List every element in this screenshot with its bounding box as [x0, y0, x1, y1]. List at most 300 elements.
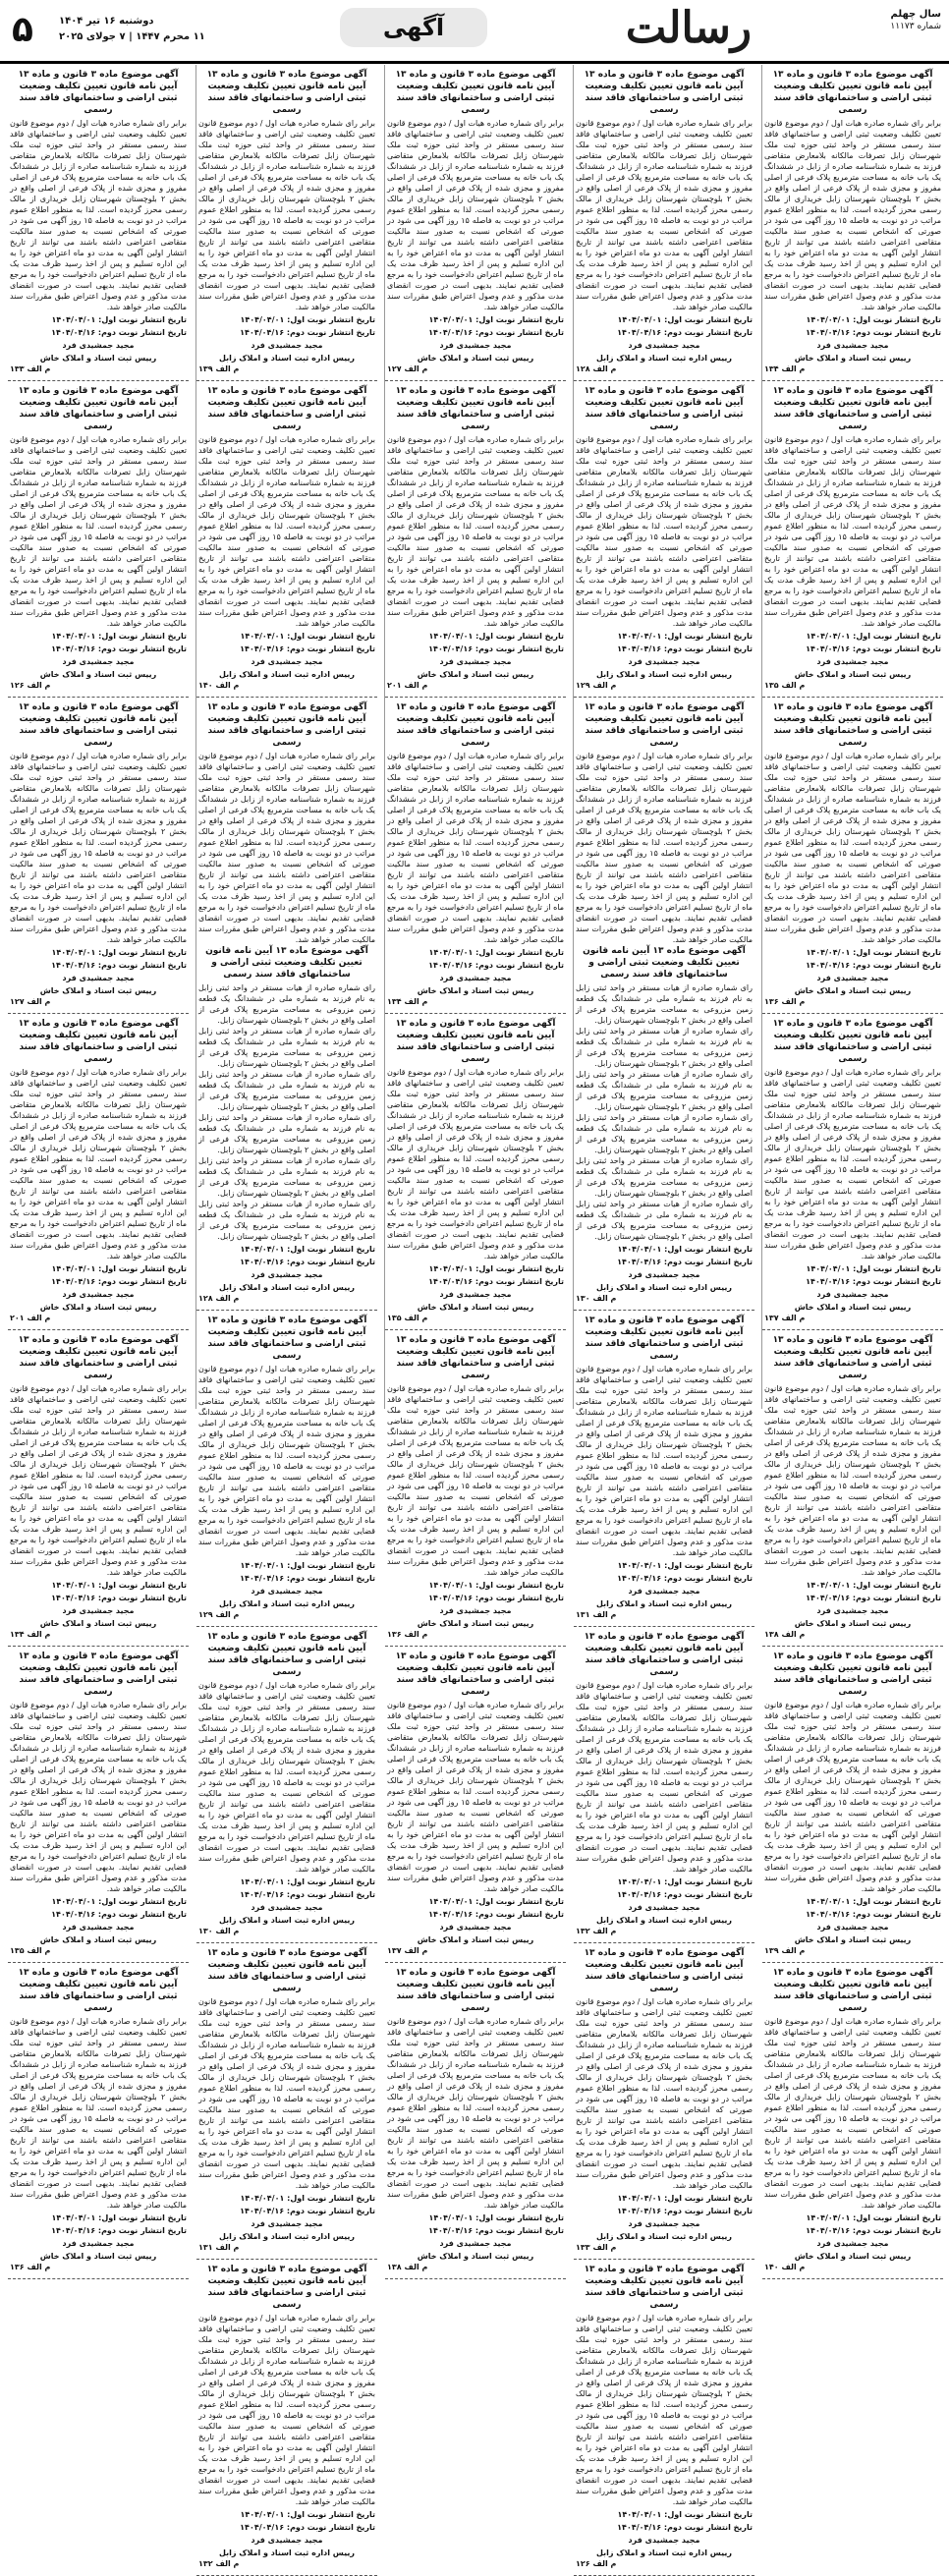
- notice-title: آگهی موضوع ماده ۳ قانون و ماده ۱۳ آیین نامه قانون تعیین تکلیف وضعیت ثبتی اراضی و ساختمانهای فاقد سند رسمی: [206, 1948, 367, 1993]
- notice-body: برابر رای شماره صادره هیات اول / دوم موضوع قانون تعیین تکلیف وضعیت ثبتی اراضی و ساختمانهای فاقد سند رسمی مستقر در واحد ثبتی حوزه ثبت ملک شهرستان زابل تصرفات مالکانه بلامعارض متقاضی فرزند به شماره شناسنامه صادره از زابل در ششدانگ یک باب خانه به مساحت مترمربع پلاک فرعی از اصلی مفروز و مجزی شده از پلاک فرعی از اصلی واقع در بخش ۲ بلوچستان شهرستان زابل خریداری از مالک رسمی محرز گردیده است. لذا به منظور اطلاع عموم مراتب در دو نوبت به فاصله ۱۵ روز آگهی می شود در صورتی که اشخاص نسبت به صدور سند مالکیت متقاضی اعتراضی داشته باشند می توانند از تاریخ انتشار اولین آگهی به مدت دو ماه اعتراض خود را به این اداره تسلیم و پس از اخذ رسید ظرف مدت یک ماه از تاریخ تسلیم اعتراض دادخواست خود را به مرجع قضایی تقدیم نمایند. بدیهی است در صورت انقضای مدت مذکور و عدم وصول اعتراض طبق مقررات سند مالکیت صادر خواهد شد.: [198, 1365, 376, 1557]
- notice-block: [574, 1943, 754, 2260]
- signer-role: رییس ثبت اسناد و املاک خاش: [417, 670, 534, 679]
- publish-date-2: تاریخ انتشار نوبت دوم: ۱۴۰۴/۰۴/۱۶: [428, 961, 564, 970]
- notice-body: برابر رای شماره صادره هیات اول / دوم موضوع قانون تعیین تکلیف وضعیت ثبتی اراضی و ساختمانهای فاقد سند رسمی مستقر در واحد ثبتی حوزه ثبت ملک شهرستان زابل تصرفات مالکانه بلامعارض متقاضی فرزند به شماره شناسنامه صادره از زابل در ششدانگ یک باب خانه به مساحت مترمربع پلاک فرعی از اصلی مفروز و مجزی شده از پلاک فرعی از اصلی واقع در بخش ۲ بلوچستان شهرستان زابل خریداری از مالک رسمی محرز گردیده است. لذا به منظور اطلاع عموم مراتب در دو نوبت به فاصله ۱۵ روز آگهی می شود در صورتی که اشخاص نسبت به صدور سند مالکیت متقاضی اعتراضی داشته باشند می توانند از تاریخ انتشار اولین آگهی به مدت دو ماه اعتراض خود را به این اداره تسلیم و پس از اخذ رسید ظرف مدت یک ماه از تاریخ تسلیم اعتراض دادخواست خود را به مرجع قضایی تقدیم نمایند. بدیهی است در صورت انقضای مدت مذکور و عدم وصول اعتراض طبق مقررات سند مالکیت صادر خواهد شد.: [387, 435, 565, 628]
- signer-name: مجید جمشیدی فرد: [251, 1587, 323, 1596]
- publish-date-1: تاریخ انتشار نوبت اول: ۱۴۰۴/۰۴/۰۱: [240, 315, 375, 324]
- notice-body: برابر رای شماره صادره هیات اول / دوم موضوع قانون تعیین تکلیف وضعیت ثبتی اراضی و ساختمانهای فاقد سند رسمی مستقر در واحد ثبتی حوزه ثبت ملک شهرستان زابل تصرفات مالکانه بلامعارض متقاضی فرزند به شماره شناسنامه صادره از زابل در ششدانگ یک باب خانه به مساحت مترمربع پلاک فرعی از اصلی مفروز و مجزی شده از پلاک فرعی از اصلی واقع در بخش ۲ بلوچستان شهرستان زابل خریداری از مالک رسمی محرز گردیده است. لذا به منظور اطلاع عموم مراتب در دو نوبت به فاصله ۱۵ روز آگهی می شود در صورتی که اشخاص نسبت به صدور سند مالکیت متقاضی اعتراضی داشته باشند می توانند از تاریخ انتشار اولین آگهی به مدت دو ماه اعتراض خود را به این اداره تسلیم و پس از اخذ رسید ظرف مدت یک ماه از تاریخ تسلیم اعتراض دادخواست خود را به مرجع قضایی تقدیم نمایند. بدیهی است در صورت انقضای مدت مذکور و عدم وصول اعتراض طبق مقررات سند مالکیت صادر خواهد شد.: [198, 119, 376, 311]
- notice-body: برابر رای شماره صادره هیات اول / دوم موضوع قانون تعیین تکلیف وضعیت ثبتی اراضی و ساختمانهای فاقد سند رسمی مستقر در واحد ثبتی حوزه ثبت ملک شهرستان زابل تصرفات مالکانه بلامعارض متقاضی فرزند به شماره شناسنامه صادره از زابل در ششدانگ یک باب خانه به مساحت مترمربع پلاک فرعی از اصلی مفروز و مجزی شده از پلاک فرعی از اصلی واقع در بخش ۲ بلوچستان شهرستان زابل خریداری از مالک رسمی محرز گردیده است. لذا به منظور اطلاع عموم مراتب در دو نوبت به فاصله ۱۵ روز آگهی می شود در صورتی که اشخاص نسبت به صدور سند مالکیت متقاضی اعتراضی داشته باشند می توانند از تاریخ انتشار اولین آگهی به مدت دو ماه اعتراض خود را به این اداره تسلیم و پس از اخذ رسید ظرف مدت یک ماه از تاریخ تسلیم اعتراض دادخواست خود را به مرجع قضایی تقدیم نمایند. بدیهی است در صورت انقضای مدت مذکور و عدم وصول اعتراض طبق مقررات سند مالکیت صادر خواهد شد.: [764, 1384, 942, 1577]
- notice-block: [385, 65, 566, 381]
- notice-block: [196, 1943, 377, 2260]
- notice-title: آگهی موضوع ماده ۳ قانون و ماده ۱۳ آیین نامه قانون تعیین تکلیف وضعیت ثبتی اراضی و ساختمانهای فاقد سند رسمی: [18, 70, 179, 115]
- list-item: رای شماره صادره از هیات مستقر در واحد ثبتی زابل به نام فرزند به شماره ملی در ششدانگ یک قطعه زمین مزروعی به مساحت مترمربع پلاک فرعی از اصلی واقع در بخش ۲ بلوچستان شهرستان زابل.: [576, 1070, 753, 1111]
- notice-code: م الف ۱۳۰: [576, 1294, 617, 1303]
- notice-title: آگهی موضوع ماده ۳ قانون و ماده ۱۳ آیین نامه قانون تعیین تکلیف وضعیت ثبتی اراضی و ساختمانهای فاقد سند رسمی: [206, 386, 367, 431]
- notice-title: آگهی موضوع ماده ۳ قانون و ماده ۱۳ آیین نامه قانون تعیین تکلیف وضعیت ثبتی اراضی و ساختمانهای فاقد سند رسمی: [772, 1019, 933, 1064]
- notice-code: م الف ۲۰۱: [387, 681, 428, 690]
- notice-code: م الف ۱۴۰: [198, 681, 240, 690]
- notice-title: آگهی موضوع ماده ۳ قانون و ماده ۱۳ آیین نامه قانون تعیین تکلیف وضعیت ثبتی اراضی و ساختمانهای فاقد سند رسمی: [395, 70, 556, 115]
- notice-block: [762, 1014, 943, 1330]
- signer-role: رییس اداره ثبت اسناد و املاک زابل: [219, 670, 355, 679]
- notice-body: برابر رای شماره صادره هیات اول / دوم موضوع قانون تعیین تکلیف وضعیت ثبتی اراضی و ساختمانهای فاقد سند رسمی مستقر در واحد ثبتی حوزه ثبت ملک شهرستان زابل تصرفات مالکانه بلامعارض متقاضی فرزند به شماره شناسنامه صادره از زابل در ششدانگ یک باب خانه به مساحت مترمربع پلاک فرعی از اصلی مفروز و مجزی شده از پلاک فرعی از اصلی واقع در بخش ۲ بلوچستان شهرستان زابل خریداری از مالک رسمی محرز گردیده است. لذا به منظور اطلاع عموم مراتب در دو نوبت به فاصله ۱۵ روز آگهی می شود در صورتی که اشخاص نسبت به صدور سند مالکیت متقاضی اعتراضی داشته باشند می توانند از تاریخ انتشار اولین آگهی به مدت دو ماه اعتراض خود را به این اداره تسلیم و پس از اخذ رسید ظرف مدت یک ماه از تاریخ تسلیم اعتراض دادخواست خود را به مرجع قضایی تقدیم نمایند. بدیهی است در صورت انقضای مدت مذکور و عدم وصول اعتراض طبق مقررات سند مالکیت صادر خواهد شد.: [10, 435, 188, 628]
- notice-title: آگهی موضوع ماده ۳ قانون و ماده ۱۳ آیین نامه قانون تعیین تکلیف وضعیت ثبتی اراضی و ساختمانهای فاقد سند رسمی: [584, 1316, 745, 1361]
- notice-block: [385, 698, 566, 1014]
- notice-code: م الف ۱۲۷: [10, 997, 51, 1006]
- signer-name: مجید جمشیدی فرد: [439, 1606, 512, 1615]
- notice-block: [196, 65, 377, 381]
- signer-role: رییس ثبت اسناد و املاک خاش: [794, 1303, 912, 1312]
- signer-role: رییس اداره ثبت اسناد و املاک زابل: [219, 1916, 355, 1925]
- signer-role: رییس ثبت اسناد و املاک خاش: [794, 1935, 912, 1944]
- column-5: [8, 65, 189, 2271]
- notice-code: م الف ۱۲۷: [387, 364, 428, 373]
- signer-role: رییس اداره ثبت اسناد و املاک زابل: [596, 670, 732, 679]
- publish-date-2: تاریخ انتشار نوبت دوم: ۱۴۰۴/۰۴/۱۶: [51, 328, 187, 337]
- notice-block: [8, 1647, 189, 1963]
- notice-body: برابر رای شماره صادره هیات اول / دوم موضوع قانون تعیین تکلیف وضعیت ثبتی اراضی و ساختمانهای فاقد سند رسمی مستقر در واحد ثبتی حوزه ثبت ملک شهرستان زابل تصرفات مالکانه بلامعارض متقاضی فرزند به شماره شناسنامه صادره از زابل در ششدانگ یک باب خانه به مساحت مترمربع پلاک فرعی از اصلی مفروز و مجزی شده از پلاک فرعی از اصلی واقع در بخش ۲ بلوچستان شهرستان زابل خریداری از مالک رسمی محرز گردیده است. لذا به منظور اطلاع عموم مراتب در دو نوبت به فاصله ۱۵ روز آگهی می شود در صورتی که اشخاص نسبت به صدور سند مالکیت متقاضی اعتراضی داشته باشند می توانند از تاریخ انتشار اولین آگهی به مدت دو ماه اعتراض خود را به این اداره تسلیم و پس از اخذ رسید ظرف مدت یک ماه از تاریخ تسلیم اعتراض دادخواست خود را به مرجع قضایی تقدیم نمایند. بدیهی است در صورت انقضای مدت مذکور و عدم وصول اعتراض طبق مقررات سند مالکیت صادر خواهد شد.: [198, 752, 376, 944]
- list-item: رای شماره صادره از هیات مستقر در واحد ثبتی زابل به نام فرزند به شماره ملی در ششدانگ یک قطعه زمین مزروعی به مساحت مترمربع پلاک فرعی از اصلی واقع در بخش ۲ بلوچستان شهرستان زابل.: [576, 1027, 753, 1068]
- notice-body: برابر رای شماره صادره هیات اول / دوم موضوع قانون تعیین تکلیف وضعیت ثبتی اراضی و ساختمانهای فاقد سند رسمی مستقر در واحد ثبتی حوزه ثبت ملک شهرستان زابل تصرفات مالکانه بلامعارض متقاضی فرزند به شماره شناسنامه صادره از زابل در ششدانگ یک باب خانه به مساحت مترمربع پلاک فرعی از اصلی مفروز و مجزی شده از پلاک فرعی از اصلی واقع در بخش ۲ بلوچستان شهرستان زابل خریداری از مالک رسمی محرز گردیده است. لذا به منظور اطلاع عموم مراتب در دو نوبت به فاصله ۱۵ روز آگهی می شود در صورتی که اشخاص نسبت به صدور سند مالکیت متقاضی اعتراضی داشته باشند می توانند از تاریخ انتشار اولین آگهی به مدت دو ماه اعتراض خود را به این اداره تسلیم و پس از اخذ رسید ظرف مدت یک ماه از تاریخ تسلیم اعتراض دادخواست خود را به مرجع قضایی تقدیم نمایند. بدیهی است در صورت انقضای مدت مذکور و عدم وصول اعتراض طبق مقررات سند مالکیت صادر خواهد شد.: [387, 119, 565, 311]
- signer-role: رییس ثبت اسناد و املاک خاش: [417, 986, 534, 995]
- publish-date-1: تاریخ انتشار نوبت اول: ۱۴۰۴/۰۴/۰۱: [51, 1897, 187, 1906]
- publish-date-1: تاریخ انتشار نوبت اول: ۱۴۰۴/۰۴/۰۱: [617, 2194, 753, 2203]
- notice-title: آگهی موضوع ماده ۳ قانون و ماده ۱۳ آیین نامه قانون تعیین تکلیف وضعیت ثبتی اراضی و ساختمانهای فاقد سند رسمی: [395, 386, 556, 431]
- signer-name: مجید جمشیدی فرد: [439, 657, 512, 666]
- notice-title: آگهی موضوع ماده ۳ قانون و ماده ۱۳ آیین نامه قانون تعیین تکلیف وضعیت ثبتی اراضی و ساختمانهای فاقد سند رسمی: [206, 1316, 367, 1361]
- signer-name: مجید جمشیدی فرد: [251, 341, 323, 350]
- notice-code: م الف ۱۳۹: [198, 364, 240, 373]
- notice-code: م الف ۱۲۸: [198, 1294, 240, 1303]
- signer-name: مجید جمشیدی فرد: [439, 1923, 512, 1932]
- publish-date-1: تاریخ انتشار نوبت اول: ۱۴۰۴/۰۴/۰۱: [617, 1561, 753, 1570]
- notice-body: برابر رای شماره صادره هیات اول / دوم موضوع قانون تعیین تکلیف وضعیت ثبتی اراضی و ساختمانهای فاقد سند رسمی مستقر در واحد ثبتی حوزه ثبت ملک شهرستان زابل تصرفات مالکانه بلامعارض متقاضی فرزند به شماره شناسنامه صادره از زابل در ششدانگ یک باب خانه به مساحت مترمربع پلاک فرعی از اصلی مفروز و مجزی شده از پلاک فرعی از اصلی واقع در بخش ۲ بلوچستان شهرستان زابل خریداری از مالک رسمی محرز گردیده است. لذا به منظور اطلاع عموم مراتب در دو نوبت به فاصله ۱۵ روز آگهی می شود در صورتی که اشخاص نسبت به صدور سند مالکیت متقاضی اعتراضی داشته باشند می توانند از تاریخ انتشار اولین آگهی به مدت دو ماه اعتراض خود را به این اداره تسلیم و پس از اخذ رسید ظرف مدت یک ماه از تاریخ تسلیم اعتراض دادخواست خود را به مرجع قضایی تقدیم نمایند. بدیهی است در صورت انقضای مدت مذکور و عدم وصول اعتراض طبق مقررات سند مالکیت صادر خواهد شد.: [10, 2017, 188, 2210]
- signer-name: مجید جمشیدی فرد: [816, 341, 889, 350]
- notice-block: [762, 1330, 943, 1647]
- notice-title: آگهی موضوع ماده ۳ قانون و ماده ۱۳ آیین نامه قانون تعیین تکلیف وضعیت ثبتی اراضی و ساختمانهای فاقد سند رسمی: [772, 1968, 933, 2013]
- signer-role: رییس ثبت اسناد و املاک خاش: [39, 1619, 157, 1628]
- publish-date-1: تاریخ انتشار نوبت اول: ۱۴۰۴/۰۴/۰۱: [806, 2213, 941, 2222]
- notice-body: برابر رای شماره صادره هیات اول / دوم موضوع قانون تعیین تکلیف وضعیت ثبتی اراضی و ساختمانهای فاقد سند رسمی مستقر در واحد ثبتی حوزه ثبت ملک شهرستان زابل تصرفات مالکانه بلامعارض متقاضی فرزند به شماره شناسنامه صادره از زابل در ششدانگ یک باب خانه به مساحت مترمربع پلاک فرعی از اصلی مفروز و مجزی شده از پلاک فرعی از اصلی واقع در بخش ۲ بلوچستان شهرستان زابل خریداری از مالک رسمی محرز گردیده است. لذا به منظور اطلاع عموم مراتب در دو نوبت به فاصله ۱۵ روز آگهی می شود در صورتی که اشخاص نسبت به صدور سند مالکیت متقاضی اعتراضی داشته باشند می توانند از تاریخ انتشار اولین آگهی به مدت دو ماه اعتراض خود را به این اداره تسلیم و پس از اخذ رسید ظرف مدت یک ماه از تاریخ تسلیم اعتراض دادخواست خود را به مرجع قضایی تقدیم نمایند. بدیهی است در صورت انقضای مدت مذکور و عدم وصول اعتراض طبق مقررات سند مالکیت صادر خواهد شد.: [764, 752, 942, 944]
- notice-title: آگهی موضوع ماده ۳ قانون و ماده ۱۳ آیین نامه قانون تعیین تکلیف وضعیت ثبتی اراضی و ساختمانهای فاقد سند رسمی: [772, 1335, 933, 1380]
- signer-name: مجید جمشیدی فرد: [62, 974, 135, 982]
- notice-code: م الف ۱۳۴: [764, 364, 806, 373]
- signer-role: رییس اداره ثبت اسناد و املاک زابل: [219, 1599, 355, 1608]
- notice-title: آگهی موضوع ماده ۳ قانون و ماده ۱۳ آیین نامه قانون تعیین تکلیف وضعیت ثبتی اراضی و ساختمانهای فاقد سند رسمی: [584, 702, 745, 748]
- year-label: سال چهلم: [890, 9, 941, 20]
- signer-role: رییس ثبت اسناد و املاک خاش: [39, 986, 157, 995]
- notice-block: [385, 1963, 566, 2279]
- list-item: رای شماره صادره از هیات مستقر در واحد ثبتی زابل به نام فرزند به شماره ملی در ششدانگ یک قطعه زمین مزروعی به مساحت مترمربع پلاک فرعی از اصلی واقع در بخش ۲ بلوچستان شهرستان زابل.: [198, 1156, 375, 1198]
- publish-date-1: تاریخ انتشار نوبت اول: ۱۴۰۴/۰۴/۰۱: [617, 315, 753, 324]
- notice-body: برابر رای شماره صادره هیات اول / دوم موضوع قانون تعیین تکلیف وضعیت ثبتی اراضی و ساختمانهای فاقد سند رسمی مستقر در واحد ثبتی حوزه ثبت ملک شهرستان زابل تصرفات مالکانه بلامعارض متقاضی فرزند به شماره شناسنامه صادره از زابل در ششدانگ یک باب خانه به مساحت مترمربع پلاک فرعی از اصلی مفروز و مجزی شده از پلاک فرعی از اصلی واقع در بخش ۲ بلوچستان شهرستان زابل خریداری از مالک رسمی محرز گردیده است. لذا به منظور اطلاع عموم مراتب در دو نوبت به فاصله ۱۵ روز آگهی می شود در صورتی که اشخاص نسبت به صدور سند مالکیت متقاضی اعتراضی داشته باشند می توانند از تاریخ انتشار اولین آگهی به مدت دو ماه اعتراض خود را به این اداره تسلیم و پس از اخذ رسید ظرف مدت یک ماه از تاریخ تسلیم اعتراض دادخواست خود را به مرجع قضایی تقدیم نمایند. بدیهی است در صورت انقضای مدت مذکور و عدم وصول اعتراض طبق مقررات سند مالکیت صادر خواهد شد.: [576, 752, 754, 944]
- notice-title: آگهی موضوع ماده ۳ قانون و ماده ۱۳ آیین نامه قانون تعیین تکلیف وضعیت ثبتی اراضی و ساختمانهای فاقد سند رسمی: [18, 1968, 179, 2013]
- signer-role: رییس اداره ثبت اسناد و املاک زابل: [219, 2232, 355, 2241]
- notice-title: آگهی موضوع ماده ۳ قانون و ماده ۱۳ آیین نامه قانون تعیین تکلیف وضعیت ثبتی اراضی و ساختمانهای فاقد سند رسمی: [584, 1948, 745, 1993]
- notice-title: آگهی موضوع ماده ۳ قانون و ماده ۱۳ آیین نامه قانون تعیین تکلیف وضعیت ثبتی اراضی و ساختمانهای فاقد سند رسمی: [206, 2265, 367, 2310]
- notice-code: م الف ۱۳۷: [764, 1314, 806, 1322]
- notice-block: [574, 1627, 754, 1943]
- signer-role: رییس ثبت اسناد و املاک خاش: [794, 1619, 912, 1628]
- notice-code: م الف ۱۳۰: [198, 1927, 240, 1935]
- publish-date-1: تاریخ انتشار نوبت اول: ۱۴۰۴/۰۴/۰۱: [51, 948, 187, 957]
- column-1: [761, 65, 943, 2271]
- notice-body: برابر رای شماره صادره هیات اول / دوم موضوع قانون تعیین تکلیف وضعیت ثبتی اراضی و ساختمانهای فاقد سند رسمی مستقر در واحد ثبتی حوزه ثبت ملک شهرستان زابل تصرفات مالکانه بلامعارض متقاضی فرزند به شماره شناسنامه صادره از زابل در ششدانگ یک باب خانه به مساحت مترمربع پلاک فرعی از اصلی مفروز و مجزی شده از پلاک فرعی از اصلی واقع در بخش ۲ بلوچستان شهرستان زابل خریداری از مالک رسمی محرز گردیده است. لذا به منظور اطلاع عموم مراتب در دو نوبت به فاصله ۱۵ روز آگهی می شود در صورتی که اشخاص نسبت به صدور سند مالکیت متقاضی اعتراضی داشته باشند می توانند از تاریخ انتشار اولین آگهی به مدت دو ماه اعتراض خود را به این اداره تسلیم و پس از اخذ رسید ظرف مدت یک ماه از تاریخ تسلیم اعتراض دادخواست خود را به مرجع قضایی تقدیم نمایند. بدیهی است در صورت انقضای مدت مذکور و عدم وصول اعتراض طبق مقررات سند مالکیت صادر خواهد شد.: [387, 752, 565, 944]
- signer-name: مجید جمشیدی فرد: [816, 1606, 889, 1615]
- notice-block: [8, 1014, 189, 1330]
- notice-code: م الف ۱۲۹: [198, 1610, 240, 1619]
- notice-code: م الف ۱۳۴: [387, 997, 428, 1006]
- signer-name: مجید جمشیدی فرد: [628, 2536, 700, 2545]
- publish-date-1: تاریخ انتشار نوبت اول: ۱۴۰۴/۰۴/۰۱: [428, 315, 564, 324]
- list-item: رای شماره صادره از هیات مستقر در واحد ثبتی زابل به نام فرزند به شماره ملی در ششدانگ یک قطعه زمین مزروعی به مساحت مترمربع پلاک فرعی از اصلی واقع در بخش ۲ بلوچستان شهرستان زابل.: [198, 1070, 375, 1111]
- column-2: [573, 65, 754, 2568]
- publish-date-1: تاریخ انتشار نوبت اول: ۱۴۰۴/۰۴/۰۱: [806, 948, 941, 957]
- notice-body: برابر رای شماره صادره هیات اول / دوم موضوع قانون تعیین تکلیف وضعیت ثبتی اراضی و ساختمانهای فاقد سند رسمی مستقر در واحد ثبتی حوزه ثبت ملک شهرستان زابل تصرفات مالکانه بلامعارض متقاضی فرزند به شماره شناسنامه صادره از زابل در ششدانگ یک باب خانه به مساحت مترمربع پلاک فرعی از اصلی مفروز و مجزی شده از پلاک فرعی از اصلی واقع در بخش ۲ بلوچستان شهرستان زابل خریداری از مالک رسمی محرز گردیده است. لذا به منظور اطلاع عموم مراتب در دو نوبت به فاصله ۱۵ روز آگهی می شود در صورتی که اشخاص نسبت به صدور سند مالکیت متقاضی اعتراضی داشته باشند می توانند از تاریخ انتشار اولین آگهی به مدت دو ماه اعتراض خود را به این اداره تسلیم و پس از اخذ رسید ظرف مدت یک ماه از تاریخ تسلیم اعتراض دادخواست خود را به مرجع قضایی تقدیم نمایند. بدیهی است در صورت انقضای مدت مذکور و عدم وصول اعتراض طبق مقررات سند مالکیت صادر خواهد شد.: [198, 1681, 376, 1874]
- publish-date-2: تاریخ انتشار نوبت دوم: ۱۴۰۴/۰۴/۱۶: [428, 1594, 564, 1602]
- publish-date-2: تاریخ انتشار نوبت دوم: ۱۴۰۴/۰۴/۱۶: [617, 1574, 753, 1583]
- publish-date-2: تاریخ انتشار نوبت دوم: ۱۴۰۴/۰۴/۱۶: [240, 1890, 375, 1899]
- signer-role: رییس ثبت اسناد و املاک خاش: [39, 1935, 157, 1944]
- publish-date-2: تاریخ انتشار نوبت دوم: ۱۴۰۴/۰۴/۱۶: [806, 644, 941, 653]
- notice-block: [385, 1330, 566, 1647]
- signer-role: رییس ثبت اسناد و املاک خاش: [794, 2252, 912, 2261]
- notice-body: برابر رای شماره صادره هیات اول / دوم موضوع قانون تعیین تکلیف وضعیت ثبتی اراضی و ساختمانهای فاقد سند رسمی مستقر در واحد ثبتی حوزه ثبت ملک شهرستان زابل تصرفات مالکانه بلامعارض متقاضی فرزند به شماره شناسنامه صادره از زابل در ششدانگ یک باب خانه به مساحت مترمربع پلاک فرعی از اصلی مفروز و مجزی شده از پلاک فرعی از اصلی واقع در بخش ۲ بلوچستان شهرستان زابل خریداری از مالک رسمی محرز گردیده است. لذا به منظور اطلاع عموم مراتب در دو نوبت به فاصله ۱۵ روز آگهی می شود در صورتی که اشخاص نسبت به صدور سند مالکیت متقاضی اعتراضی داشته باشند می توانند از تاریخ انتشار اولین آگهی به مدت دو ماه اعتراض خود را به این اداره تسلیم و پس از اخذ رسید ظرف مدت یک ماه از تاریخ تسلیم اعتراض دادخواست خود را به مرجع قضایی تقدیم نمایند. بدیهی است در صورت انقضای مدت مذکور و عدم وصول اعتراض طبق مقررات سند مالکیت صادر خواهد شد.: [764, 119, 942, 311]
- signer-role: رییس ثبت اسناد و املاک خاش: [417, 2252, 534, 2261]
- notice-code: م الف ۱۳۲: [576, 1927, 617, 1935]
- notice-title: آگهی موضوع ماده ۳ قانون و ماده ۱۳ آیین نامه قانون تعیین تکلیف وضعیت ثبتی اراضی و ساختمانهای فاقد سند رسمی: [584, 70, 745, 115]
- notice-block: [196, 381, 377, 698]
- publish-date-2: تاریخ انتشار نوبت دوم: ۱۴۰۴/۰۴/۱۶: [51, 1594, 187, 1602]
- notice-block: [385, 1647, 566, 1963]
- notice-title: آگهی موضوع ماده ۳ قانون و ماده ۱۳ آیین نامه قانون تعیین تکلیف وضعیت ثبتی اراضی و ساختمانهای فاقد سند رسمی: [584, 2265, 745, 2310]
- signer-name: مجید جمشیدی فرد: [439, 341, 512, 350]
- signer-name: مجید جمشیدی فرد: [816, 657, 889, 666]
- publish-date-1: تاریخ انتشار نوبت اول: ۱۴۰۴/۰۴/۰۱: [51, 315, 187, 324]
- list-item: رای شماره صادره از هیات مستقر در واحد ثبتی زابل به نام فرزند به شماره ملی در ششدانگ یک قطعه زمین مزروعی به مساحت مترمربع پلاک فرعی از اصلی واقع در بخش ۲ بلوچستان شهرستان زابل.: [576, 983, 753, 1025]
- notice-title: آگهی موضوع ماده ۳ قانون و ماده ۱۳ آیین نامه قانون تعیین تکلیف وضعیت ثبتی اراضی و ساختمانهای فاقد سند رسمی: [395, 1968, 556, 2013]
- notice-title: آگهی موضوع ماده ۳ قانون و ماده ۱۳ آیین نامه قانون تعیین تکلیف وضعیت ثبتی اراضی و ساختمانهای فاقد سند رسمی: [772, 1652, 933, 1697]
- notice-title: آگهی موضوع ماده ۳ قانون و ماده ۱۳ آیین نامه قانون تعیین تکلیف وضعیت ثبتی اراضی و ساختمانهای فاقد سند رسمی: [206, 1632, 367, 1677]
- page-info: [8, 8, 303, 53]
- notice-code: م الف ۱۳۵: [10, 1946, 51, 1955]
- publish-date-1: تاریخ انتشار نوبت اول: ۱۴۰۴/۰۴/۰۱: [240, 1245, 375, 1254]
- publish-date-1: تاریخ انتشار نوبت اول: ۱۴۰۴/۰۴/۰۱: [428, 1581, 564, 1590]
- notice-code: م الف ۱۳۶: [387, 1630, 428, 1639]
- notice-body: برابر رای شماره صادره هیات اول / دوم موضوع قانون تعیین تکلیف وضعیت ثبتی اراضی و ساختمانهای فاقد سند رسمی مستقر در واحد ثبتی حوزه ثبت ملک شهرستان زابل تصرفات مالکانه بلامعارض متقاضی فرزند به شماره شناسنامه صادره از زابل در ششدانگ یک باب خانه به مساحت مترمربع پلاک فرعی از اصلی مفروز و مجزی شده از پلاک فرعی از اصلی واقع در بخش ۲ بلوچستان شهرستان زابل خریداری از مالک رسمی محرز گردیده است. لذا به منظور اطلاع عموم مراتب در دو نوبت به فاصله ۱۵ روز آگهی می شود در صورتی که اشخاص نسبت به صدور سند مالکیت متقاضی اعتراضی داشته باشند می توانند از تاریخ انتشار اولین آگهی به مدت دو ماه اعتراض خود را به این اداره تسلیم و پس از اخذ رسید ظرف مدت یک ماه از تاریخ تسلیم اعتراض دادخواست خود را به مرجع قضایی تقدیم نمایند. بدیهی است در صورت انقضای مدت مذکور و عدم وصول اعتراض طبق مقررات سند مالکیت صادر خواهد شد.: [764, 2017, 942, 2210]
- publish-date-2: تاریخ انتشار نوبت دوم: ۱۴۰۴/۰۴/۱۶: [428, 644, 564, 653]
- signer-name: مجید جمشیدی فرد: [628, 1587, 700, 1596]
- publish-date-1: تاریخ انتشار نوبت اول: ۱۴۰۴/۰۴/۰۱: [617, 632, 753, 641]
- publish-date-1: تاریخ انتشار نوبت اول: ۱۴۰۴/۰۴/۰۱: [240, 632, 375, 641]
- publish-date-2: تاریخ انتشار نوبت دوم: ۱۴۰۴/۰۴/۱۶: [617, 1890, 753, 1899]
- list-item: رای شماره صادره از هیات مستقر در واحد ثبتی زابل به نام فرزند به شماره ملی در ششدانگ یک قطعه زمین مزروعی به مساحت مترمربع پلاک فرعی از اصلی واقع در بخش ۲ بلوچستان شهرستان زابل.: [576, 1200, 753, 1241]
- notice-body: برابر رای شماره صادره هیات اول / دوم موضوع قانون تعیین تکلیف وضعیت ثبتی اراضی و ساختمانهای فاقد سند رسمی مستقر در واحد ثبتی حوزه ثبت ملک شهرستان زابل تصرفات مالکانه بلامعارض متقاضی فرزند به شماره شناسنامه صادره از زابل در ششدانگ یک باب خانه به مساحت مترمربع پلاک فرعی از اصلی مفروز و مجزی شده از پلاک فرعی از اصلی واقع در بخش ۲ بلوچستان شهرستان زابل خریداری از مالک رسمی محرز گردیده است. لذا به منظور اطلاع عموم مراتب در دو نوبت به فاصله ۱۵ روز آگهی می شود در صورتی که اشخاص نسبت به صدور سند مالکیت متقاضی اعتراضی داشته باشند می توانند از تاریخ انتشار اولین آگهی به مدت دو ماه اعتراض خود را به این اداره تسلیم و پس از اخذ رسید ظرف مدت یک ماه از تاریخ تسلیم اعتراض دادخواست خود را به مرجع قضایی تقدیم نمایند. بدیهی است در صورت انقضای مدت مذکور و عدم وصول اعتراض طبق مقررات سند مالکیت صادر خواهد شد.: [764, 435, 942, 628]
- signer-role: رییس ثبت اسناد و املاک خاش: [417, 354, 534, 363]
- publish-date-2: تاریخ انتشار نوبت دوم: ۱۴۰۴/۰۴/۱۶: [240, 2523, 375, 2532]
- notice-body: برابر رای شماره صادره هیات اول / دوم موضوع قانون تعیین تکلیف وضعیت ثبتی اراضی و ساختمانهای فاقد سند رسمی مستقر در واحد ثبتی حوزه ثبت ملک شهرستان زابل تصرفات مالکانه بلامعارض متقاضی فرزند به شماره شناسنامه صادره از زابل در ششدانگ یک باب خانه به مساحت مترمربع پلاک فرعی از اصلی مفروز و مجزی شده از پلاک فرعی از اصلی واقع در بخش ۲ بلوچستان شهرستان زابل خریداری از مالک رسمی محرز گردیده است. لذا به منظور اطلاع عموم مراتب در دو نوبت به فاصله ۱۵ روز آگهی می شود در صورتی که اشخاص نسبت به صدور سند مالکیت متقاضی اعتراضی داشته باشند می توانند از تاریخ انتشار اولین آگهی به مدت دو ماه اعتراض خود را به این اداره تسلیم و پس از اخذ رسید ظرف مدت یک ماه از تاریخ تسلیم اعتراض دادخواست خود را به مرجع قضایی تقدیم نمایند. بدیهی است در صورت انقضای مدت مذکور و عدم وصول اعتراض طبق مقررات سند مالکیت صادر خواهد شد.: [576, 1997, 754, 2190]
- publish-date-1: تاریخ انتشار نوبت اول: ۱۴۰۴/۰۴/۰۱: [806, 1264, 941, 1273]
- columns-container: [6, 65, 943, 2568]
- signer-name: مجید جمشیدی فرد: [62, 2239, 135, 2248]
- publish-date-1: تاریخ انتشار نوبت اول: ۱۴۰۴/۰۴/۰۱: [428, 632, 564, 641]
- publish-date-2: تاریخ انتشار نوبت دوم: ۱۴۰۴/۰۴/۱۶: [428, 1277, 564, 1286]
- publish-date-1: تاریخ انتشار نوبت اول: ۱۴۰۴/۰۴/۰۱: [51, 632, 187, 641]
- publish-date-1: تاریخ انتشار نوبت اول: ۱۴۰۴/۰۴/۰۱: [428, 1897, 564, 1906]
- date-other: ۱۱ محرم ۱۴۴۷ | ۷ جولای ۲۰۲۵: [59, 31, 205, 42]
- notice-body: برابر رای شماره صادره هیات اول / دوم موضوع قانون تعیین تکلیف وضعیت ثبتی اراضی و ساختمانهای فاقد سند رسمی مستقر در واحد ثبتی حوزه ثبت ملک شهرستان زابل تصرفات مالکانه بلامعارض متقاضی فرزند به شماره شناسنامه صادره از زابل در ششدانگ یک باب خانه به مساحت مترمربع پلاک فرعی از اصلی مفروز و مجزی شده از پلاک فرعی از اصلی واقع در بخش ۲ بلوچستان شهرستان زابل خریداری از مالک رسمی محرز گردیده است. لذا به منظور اطلاع عموم مراتب در دو نوبت به فاصله ۱۵ روز آگهی می شود در صورتی که اشخاص نسبت به صدور سند مالکیت متقاضی اعتراضی داشته باشند می توانند از تاریخ انتشار اولین آگهی به مدت دو ماه اعتراض خود را به این اداره تسلیم و پس از اخذ رسید ظرف مدت یک ماه از تاریخ تسلیم اعتراض دادخواست خود را به مرجع قضایی تقدیم نمایند. بدیهی است در صورت انقضای مدت مذکور و عدم وصول اعتراض طبق مقررات سند مالکیت صادر خواهد شد.: [387, 1068, 565, 1260]
- notice-body: برابر رای شماره صادره هیات اول / دوم موضوع قانون تعیین تکلیف وضعیت ثبتی اراضی و ساختمانهای فاقد سند رسمی مستقر در واحد ثبتی حوزه ثبت ملک شهرستان زابل تصرفات مالکانه بلامعارض متقاضی فرزند به شماره شناسنامه صادره از زابل در ششدانگ یک باب خانه به مساحت مترمربع پلاک فرعی از اصلی مفروز و مجزی شده از پلاک فرعی از اصلی واقع در بخش ۲ بلوچستان شهرستان زابل خریداری از مالک رسمی محرز گردیده است. لذا به منظور اطلاع عموم مراتب در دو نوبت به فاصله ۱۵ روز آگهی می شود در صورتی که اشخاص نسبت به صدور سند مالکیت متقاضی اعتراضی داشته باشند می توانند از تاریخ انتشار اولین آگهی به مدت دو ماه اعتراض خود را به این اداره تسلیم و پس از اخذ رسید ظرف مدت یک ماه از تاریخ تسلیم اعتراض دادخواست خود را به مرجع قضایی تقدیم نمایند. بدیهی است در صورت انقضای مدت مذکور و عدم وصول اعتراض طبق مقررات سند مالکیت صادر خواهد شد.: [576, 435, 754, 628]
- date-solar: دوشنبه ۱۶ تیر ۱۴۰۴: [59, 16, 154, 27]
- signer-name: مجید جمشیدی فرد: [628, 1903, 700, 1912]
- notice-body: برابر رای شماره صادره هیات اول / دوم موضوع قانون تعیین تکلیف وضعیت ثبتی اراضی و ساختمانهای فاقد سند رسمی مستقر در واحد ثبتی حوزه ثبت ملک شهرستان زابل تصرفات مالکانه بلامعارض متقاضی فرزند به شماره شناسنامه صادره از زابل در ششدانگ یک باب خانه به مساحت مترمربع پلاک فرعی از اصلی مفروز و مجزی شده از پلاک فرعی از اصلی واقع در بخش ۲ بلوچستان شهرستان زابل خریداری از مالک رسمی محرز گردیده است. لذا به منظور اطلاع عموم مراتب در دو نوبت به فاصله ۱۵ روز آگهی می شود در صورتی که اشخاص نسبت به صدور سند مالکیت متقاضی اعتراضی داشته باشند می توانند از تاریخ انتشار اولین آگهی به مدت دو ماه اعتراض خود را به این اداره تسلیم و پس از اخذ رسید ظرف مدت یک ماه از تاریخ تسلیم اعتراض دادخواست خود را به مرجع قضایی تقدیم نمایند. بدیهی است در صورت انقضای مدت مذکور و عدم وصول اعتراض طبق مقررات سند مالکیت صادر خواهد شد.: [576, 1365, 754, 1557]
- signer-name: مجید جمشیدی فرد: [62, 1606, 135, 1615]
- notice-block: [385, 381, 566, 698]
- publish-date-1: تاریخ انتشار نوبت اول: ۱۴۰۴/۰۴/۰۱: [240, 2194, 375, 2203]
- notice-body: برابر رای شماره صادره هیات اول / دوم موضوع قانون تعیین تکلیف وضعیت ثبتی اراضی و ساختمانهای فاقد سند رسمی مستقر در واحد ثبتی حوزه ثبت ملک شهرستان زابل تصرفات مالکانه بلامعارض متقاضی فرزند به شماره شناسنامه صادره از زابل در ششدانگ یک باب خانه به مساحت مترمربع پلاک فرعی از اصلی مفروز و مجزی شده از پلاک فرعی از اصلی واقع در بخش ۲ بلوچستان شهرستان زابل خریداری از مالک رسمی محرز گردیده است. لذا به منظور اطلاع عموم مراتب در دو نوبت به فاصله ۱۵ روز آگهی می شود در صورتی که اشخاص نسبت به صدور سند مالکیت متقاضی اعتراضی داشته باشند می توانند از تاریخ انتشار اولین آگهی به مدت دو ماه اعتراض خود را به این اداره تسلیم و پس از اخذ رسید ظرف مدت یک ماه از تاریخ تسلیم اعتراض دادخواست خود را به مرجع قضایی تقدیم نمایند. بدیهی است در صورت انقضای مدت مذکور و عدم وصول اعتراض طبق مقررات سند مالکیت صادر خواهد شد.: [576, 2314, 754, 2506]
- publish-date-2: تاریخ انتشار نوبت دوم: ۱۴۰۴/۰۴/۱۶: [428, 1910, 564, 1919]
- issue-label: شماره ۱۱۱۷۳: [890, 22, 941, 31]
- publish-date-1: تاریخ انتشار نوبت اول: ۱۴۰۴/۰۴/۰۱: [51, 2213, 187, 2222]
- list-item: رای شماره صادره از هیات مستقر در واحد ثبتی زابل به نام فرزند به شماره ملی در ششدانگ یک قطعه زمین مزروعی به مساحت مترمربع پلاک فرعی از اصلی واقع در بخش ۲ بلوچستان شهرستان زابل.: [576, 1113, 753, 1154]
- notice-code: م الف ۱۳۸: [387, 2263, 428, 2271]
- notice-body: برابر رای شماره صادره هیات اول / دوم موضوع قانون تعیین تکلیف وضعیت ثبتی اراضی و ساختمانهای فاقد سند رسمی مستقر در واحد ثبتی حوزه ثبت ملک شهرستان زابل تصرفات مالکانه بلامعارض متقاضی فرزند به شماره شناسنامه صادره از زابل در ششدانگ یک باب خانه به مساحت مترمربع پلاک فرعی از اصلی مفروز و مجزی شده از پلاک فرعی از اصلی واقع در بخش ۲ بلوچستان شهرستان زابل خریداری از مالک رسمی محرز گردیده است. لذا به منظور اطلاع عموم مراتب در دو نوبت به فاصله ۱۵ روز آگهی می شود در صورتی که اشخاص نسبت به صدور سند مالکیت متقاضی اعتراضی داشته باشند می توانند از تاریخ انتشار اولین آگهی به مدت دو ماه اعتراض خود را به این اداره تسلیم و پس از اخذ رسید ظرف مدت یک ماه از تاریخ تسلیم اعتراض دادخواست خود را به مرجع قضایی تقدیم نمایند. بدیهی است در صورت انقضای مدت مذکور و عدم وصول اعتراض طبق مقررات سند مالکیت صادر خواهد شد.: [10, 752, 188, 944]
- notice-title: آگهی موضوع ماده ۳ قانون و ماده ۱۳ آیین نامه قانون تعیین تکلیف وضعیت ثبتی اراضی و ساختمانهای فاقد سند رسمی: [584, 1632, 745, 1677]
- signer-role: رییس ثبت اسناد و املاک خاش: [39, 354, 157, 363]
- publish-date-2: تاریخ انتشار نوبت دوم: ۱۴۰۴/۰۴/۱۶: [617, 644, 753, 653]
- signer-role: رییس اداره ثبت اسناد و املاک زابل: [596, 1283, 732, 1292]
- notice-body: برابر رای شماره صادره هیات اول / دوم موضوع قانون تعیین تکلیف وضعیت ثبتی اراضی و ساختمانهای فاقد سند رسمی مستقر در واحد ثبتی حوزه ثبت ملک شهرستان زابل تصرفات مالکانه بلامعارض متقاضی فرزند به شماره شناسنامه صادره از زابل در ششدانگ یک باب خانه به مساحت مترمربع پلاک فرعی از اصلی مفروز و مجزی شده از پلاک فرعی از اصلی واقع در بخش ۲ بلوچستان شهرستان زابل خریداری از مالک رسمی محرز گردیده است. لذا به منظور اطلاع عموم مراتب در دو نوبت به فاصله ۱۵ روز آگهی می شود در صورتی که اشخاص نسبت به صدور سند مالکیت متقاضی اعتراضی داشته باشند می توانند از تاریخ انتشار اولین آگهی به مدت دو ماه اعتراض خود را به این اداره تسلیم و پس از اخذ رسید ظرف مدت یک ماه از تاریخ تسلیم اعتراض دادخواست خود را به مرجع قضایی تقدیم نمایند. بدیهی است در صورت انقضای مدت مذکور و عدم وصول اعتراض طبق مقررات سند مالکیت صادر خواهد شد.: [387, 1384, 565, 1577]
- notice-body: برابر رای شماره صادره هیات اول / دوم موضوع قانون تعیین تکلیف وضعیت ثبتی اراضی و ساختمانهای فاقد سند رسمی مستقر در واحد ثبتی حوزه ثبت ملک شهرستان زابل تصرفات مالکانه بلامعارض متقاضی فرزند به شماره شناسنامه صادره از زابل در ششدانگ یک باب خانه به مساحت مترمربع پلاک فرعی از اصلی مفروز و مجزی شده از پلاک فرعی از اصلی واقع در بخش ۲ بلوچستان شهرستان زابل خریداری از مالک رسمی محرز گردیده است. لذا به منظور اطلاع عموم مراتب در دو نوبت به فاصله ۱۵ روز آگهی می شود در صورتی که اشخاص نسبت به صدور سند مالکیت متقاضی اعتراضی داشته باشند می توانند از تاریخ انتشار اولین آگهی به مدت دو ماه اعتراض خود را به این اداره تسلیم و پس از اخذ رسید ظرف مدت یک ماه از تاریخ تسلیم اعتراض دادخواست خود را به مرجع قضایی تقدیم نمایند. بدیهی است در صورت انقضای مدت مذکور و عدم وصول اعتراض طبق مقررات سند مالکیت صادر خواهد شد.: [387, 2017, 565, 2210]
- notice-block: [762, 1963, 943, 2279]
- publish-date-2: تاریخ انتشار نوبت دوم: ۱۴۰۴/۰۴/۱۶: [428, 2226, 564, 2235]
- signer-role: رییس اداره ثبت اسناد و املاک زابل: [219, 1283, 355, 1292]
- publish-date-1: تاریخ انتشار نوبت اول: ۱۴۰۴/۰۴/۰۱: [240, 1877, 375, 1886]
- notice-code: م الف ۱۳۳: [576, 2243, 617, 2252]
- notice-code: م الف ۱۳۱: [198, 2243, 240, 2252]
- notice-code: م الف ۱۲۶: [10, 681, 51, 690]
- notice-code: م الف ۱۳۳: [10, 364, 51, 373]
- column-3: [384, 65, 566, 2271]
- signer-name: مجید جمشیدی فرد: [251, 1903, 323, 1912]
- notice-title: آگهی موضوع ماده ۳ قانون و ماده ۱۳ آیین نامه قانون تعیین تکلیف وضعیت ثبتی اراضی و ساختمانهای فاقد سند رسمی: [395, 1652, 556, 1697]
- notice-title: آگهی موضوع ماده ۳ قانون و ماده ۱۳ آیین نامه قانون تعیین تکلیف وضعیت ثبتی اراضی و ساختمانهای فاقد سند رسمی: [395, 702, 556, 748]
- notice-code: م الف ۱۳۷: [387, 1946, 428, 1955]
- publish-date-2: تاریخ انتشار نوبت دوم: ۱۴۰۴/۰۴/۱۶: [240, 328, 375, 337]
- notice-title: آگهی موضوع ماده ۳ قانون و ماده ۱۳ آیین نامه قانون تعیین تکلیف وضعیت ثبتی اراضی و ساختمانهای فاقد سند رسمی: [18, 1652, 179, 1697]
- publish-date-2: تاریخ انتشار نوبت دوم: ۱۴۰۴/۰۴/۱۶: [51, 1277, 187, 1286]
- signer-role: رییس ثبت اسناد و املاک خاش: [794, 354, 912, 363]
- signer-role: رییس ثبت اسناد و املاک خاش: [39, 2252, 157, 2261]
- publish-date-2: تاریخ انتشار نوبت دوم: ۱۴۰۴/۰۴/۱۶: [240, 1574, 375, 1583]
- notice-block: [574, 698, 754, 1311]
- list-item: رای شماره صادره از هیات مستقر در واحد ثبتی زابل به نام فرزند به شماره ملی در ششدانگ یک قطعه زمین مزروعی به مساحت مترمربع پلاک فرعی از اصلی واقع در بخش ۲ بلوچستان شهرستان زابل.: [198, 1200, 375, 1241]
- notice-title: آگهی موضوع ماده ۳ قانون و ماده ۱۳ آیین نامه قانون تعیین تکلیف وضعیت ثبتی اراضی و ساختمانهای فاقد سند رسمی: [772, 702, 933, 748]
- publish-date-1: تاریخ انتشار نوبت اول: ۱۴۰۴/۰۴/۰۱: [240, 1561, 375, 1570]
- publish-date-2: تاریخ انتشار نوبت دوم: ۱۴۰۴/۰۴/۱۶: [806, 1594, 941, 1602]
- publish-date-2: تاریخ انتشار نوبت دوم: ۱۴۰۴/۰۴/۱۶: [617, 2207, 753, 2215]
- publish-date-1: تاریخ انتشار نوبت اول: ۱۴۰۴/۰۴/۰۱: [806, 1897, 941, 1906]
- signer-role: رییس اداره ثبت اسناد و املاک زابل: [596, 1599, 732, 1608]
- signer-role: رییس اداره ثبت اسناد و املاک زابل: [219, 354, 355, 363]
- signer-name: مجید جمشیدی فرد: [816, 1923, 889, 1932]
- signer-name: مجید جمشیدی فرد: [816, 974, 889, 982]
- signer-role: رییس اداره ثبت اسناد و املاک زابل: [596, 2548, 732, 2557]
- notice-block: [762, 65, 943, 381]
- publish-date-2: تاریخ انتشار نوبت دوم: ۱۴۰۴/۰۴/۱۶: [806, 1277, 941, 1286]
- signer-name: مجید جمشیدی فرد: [251, 1270, 323, 1279]
- publish-date-2: تاریخ انتشار نوبت دوم: ۱۴۰۴/۰۴/۱۶: [51, 644, 187, 653]
- notice-block: [196, 1627, 377, 1943]
- notice-title: آگهی موضوع ماده ۳ قانون و ماده ۱۳ آیین نامه قانون تعیین تکلیف وضعیت ثبتی اراضی و ساختمانهای فاقد سند رسمی: [395, 1019, 556, 1064]
- list-item: رای شماره صادره از هیات مستقر در واحد ثبتی زابل به نام فرزند به شماره ملی در ششدانگ یک قطعه زمین مزروعی به مساحت مترمربع پلاک فرعی از اصلی واقع در بخش ۲ بلوچستان شهرستان زابل.: [198, 983, 375, 1025]
- notice-block: [762, 698, 943, 1014]
- signer-role: رییس اداره ثبت اسناد و املاک زابل: [596, 2232, 732, 2241]
- notice-code: م الف ۱۳۴: [10, 1630, 51, 1639]
- publish-date-1: تاریخ انتشار نوبت اول: ۱۴۰۴/۰۴/۰۱: [51, 1581, 187, 1590]
- signer-name: مجید جمشیدی فرد: [439, 1290, 512, 1299]
- notice-body: برابر رای شماره صادره هیات اول / دوم موضوع قانون تعیین تکلیف وضعیت ثبتی اراضی و ساختمانهای فاقد سند رسمی مستقر در واحد ثبتی حوزه ثبت ملک شهرستان زابل تصرفات مالکانه بلامعارض متقاضی فرزند به شماره شناسنامه صادره از زابل در ششدانگ یک باب خانه به مساحت مترمربع پلاک فرعی از اصلی مفروز و مجزی شده از پلاک فرعی از اصلی واقع در بخش ۲ بلوچستان شهرستان زابل خریداری از مالک رسمی محرز گردیده است. لذا به منظور اطلاع عموم مراتب در دو نوبت به فاصله ۱۵ روز آگهی می شود در صورتی که اشخاص نسبت به صدور سند مالکیت متقاضی اعتراضی داشته باشند می توانند از تاریخ انتشار اولین آگهی به مدت دو ماه اعتراض خود را به این اداره تسلیم و پس از اخذ رسید ظرف مدت یک ماه از تاریخ تسلیم اعتراض دادخواست خود را به مرجع قضایی تقدیم نمایند. بدیهی است در صورت انقضای مدت مذکور و عدم وصول اعتراض طبق مقررات سند مالکیت صادر خواهد شد.: [198, 1997, 376, 2190]
- signer-name: مجید جمشیدی فرد: [251, 2219, 323, 2228]
- signer-name: مجید جمشیدی فرد: [628, 657, 700, 666]
- publish-date-1: تاریخ انتشار نوبت اول: ۱۴۰۴/۰۴/۰۱: [806, 315, 941, 324]
- publish-date-1: تاریخ انتشار نوبت اول: ۱۴۰۴/۰۴/۰۱: [617, 2510, 753, 2519]
- section-title: آگهی: [340, 8, 487, 47]
- signer-role: رییس ثبت اسناد و املاک خاش: [417, 1303, 534, 1312]
- notice-code: م الف ۱۴۰: [764, 2263, 806, 2271]
- notice-block: [574, 65, 754, 381]
- publish-date-1: تاریخ انتشار نوبت اول: ۱۴۰۴/۰۴/۰۱: [617, 1245, 753, 1254]
- newspaper-header: [0, 0, 949, 64]
- list-item: رای شماره صادره از هیات مستقر در واحد ثبتی زابل به نام فرزند به شماره ملی در ششدانگ یک قطعه زمین مزروعی به مساحت مترمربع پلاک فرعی از اصلی واقع در بخش ۲ بلوچستان شهرستان زابل.: [576, 1156, 753, 1198]
- signer-name: مجید جمشیدی فرد: [816, 1290, 889, 1299]
- publish-date-1: تاریخ انتشار نوبت اول: ۱۴۰۴/۰۴/۰۱: [428, 948, 564, 957]
- notice-code: م الف ۱۳۶: [764, 997, 806, 1006]
- signer-role: رییس اداره ثبت اسناد و املاک زابل: [219, 2548, 355, 2557]
- newspaper-logo: رسالت: [625, 3, 753, 53]
- publish-date-2: تاریخ انتشار نوبت دوم: ۱۴۰۴/۰۴/۱۶: [240, 1258, 375, 1266]
- publish-date-1: تاریخ انتشار نوبت اول: ۱۴۰۴/۰۴/۰۱: [428, 1264, 564, 1273]
- signer-name: مجید جمشیدی فرد: [251, 657, 323, 666]
- publish-date-2: تاریخ انتشار نوبت دوم: ۱۴۰۴/۰۴/۱۶: [51, 1910, 187, 1919]
- notice-block: [574, 381, 754, 698]
- notice-block: [196, 698, 377, 1311]
- notice-block: [762, 381, 943, 698]
- notice-code: م الف ۲۰۱: [10, 1314, 51, 1322]
- notice-title: آگهی موضوع ماده ۳ قانون و ماده ۱۳ آیین نامه قانون تعیین تکلیف وضعیت ثبتی اراضی و ساختمانهای فاقد سند رسمی: [772, 386, 933, 431]
- notice-block: [8, 1963, 189, 2279]
- signer-name: مجید جمشیدی فرد: [62, 341, 135, 350]
- signer-role: رییس اداره ثبت اسناد و املاک زابل: [596, 1916, 732, 1925]
- publish-date-1: تاریخ انتشار نوبت اول: ۱۴۰۴/۰۴/۰۱: [240, 2510, 375, 2519]
- signer-name: مجید جمشیدی فرد: [251, 2536, 323, 2545]
- notice-body: برابر رای شماره صادره هیات اول / دوم موضوع قانون تعیین تکلیف وضعیت ثبتی اراضی و ساختمانهای فاقد سند رسمی مستقر در واحد ثبتی حوزه ثبت ملک شهرستان زابل تصرفات مالکانه بلامعارض متقاضی فرزند به شماره شناسنامه صادره از زابل در ششدانگ یک باب خانه به مساحت مترمربع پلاک فرعی از اصلی مفروز و مجزی شده از پلاک فرعی از اصلی واقع در بخش ۲ بلوچستان شهرستان زابل خریداری از مالک رسمی محرز گردیده است. لذا به منظور اطلاع عموم مراتب در دو نوبت به فاصله ۱۵ روز آگهی می شود در صورتی که اشخاص نسبت به صدور سند مالکیت متقاضی اعتراضی داشته باشند می توانند از تاریخ انتشار اولین آگهی به مدت دو ماه اعتراض خود را به این اداره تسلیم و پس از اخذ رسید ظرف مدت یک ماه از تاریخ تسلیم اعتراض دادخواست خود را به مرجع قضایی تقدیم نمایند. بدیهی است در صورت انقضای مدت مذکور و عدم وصول اعتراض طبق مقررات سند مالکیت صادر خواهد شد.: [10, 1068, 188, 1260]
- signer-role: رییس ثبت اسناد و املاک خاش: [417, 1935, 534, 1944]
- notice-code: م الف ۱۲۸: [576, 364, 617, 373]
- notice-title: آگهی موضوع ماده ۳ قانون و ماده ۱۳ آیین نامه قانون تعیین تکلیف وضعیت ثبتی اراضی و ساختمانهای فاقد سند رسمی: [395, 1335, 556, 1380]
- notice-block: [574, 1311, 754, 1627]
- publish-date-1: تاریخ انتشار نوبت اول: ۱۴۰۴/۰۴/۰۱: [806, 1581, 941, 1590]
- signer-name: مجید جمشیدی فرد: [62, 1923, 135, 1932]
- notice-code: م الف ۱۳۵: [387, 1314, 428, 1322]
- notice-code: م الف ۱۲۹: [576, 681, 617, 690]
- publish-date-2: تاریخ انتشار نوبت دوم: ۱۴۰۴/۰۴/۱۶: [240, 2207, 375, 2215]
- notice-body: برابر رای شماره صادره هیات اول / دوم موضوع قانون تعیین تکلیف وضعیت ثبتی اراضی و ساختمانهای فاقد سند رسمی مستقر در واحد ثبتی حوزه ثبت ملک شهرستان زابل تصرفات مالکانه بلامعارض متقاضی فرزند به شماره شناسنامه صادره از زابل در ششدانگ یک باب خانه به مساحت مترمربع پلاک فرعی از اصلی مفروز و مجزی شده از پلاک فرعی از اصلی واقع در بخش ۲ بلوچستان شهرستان زابل خریداری از مالک رسمی محرز گردیده است. لذا به منظور اطلاع عموم مراتب در دو نوبت به فاصله ۱۵ روز آگهی می شود در صورتی که اشخاص نسبت به صدور سند مالکیت متقاضی اعتراضی داشته باشند می توانند از تاریخ انتشار اولین آگهی به مدت دو ماه اعتراض خود را به این اداره تسلیم و پس از اخذ رسید ظرف مدت یک ماه از تاریخ تسلیم اعتراض دادخواست خود را به مرجع قضایی تقدیم نمایند. بدیهی است در صورت انقضای مدت مذکور و عدم وصول اعتراض طبق مقررات سند مالکیت صادر خواهد شد.: [764, 1068, 942, 1260]
- publish-date-1: تاریخ انتشار نوبت اول: ۱۴۰۴/۰۴/۰۱: [617, 1877, 753, 1886]
- notice-code: م الف ۱۳۶: [10, 2263, 51, 2271]
- notice-block: [385, 1014, 566, 1330]
- dates-block: [59, 14, 205, 45]
- notice-body: برابر رای شماره صادره هیات اول / دوم موضوع قانون تعیین تکلیف وضعیت ثبتی اراضی و ساختمانهای فاقد سند رسمی مستقر در واحد ثبتی حوزه ثبت ملک شهرستان زابل تصرفات مالکانه بلامعارض متقاضی فرزند به شماره شناسنامه صادره از زابل در ششدانگ یک باب خانه به مساحت مترمربع پلاک فرعی از اصلی مفروز و مجزی شده از پلاک فرعی از اصلی واقع در بخش ۲ بلوچستان شهرستان زابل خریداری از مالک رسمی محرز گردیده است. لذا به منظور اطلاع عموم مراتب در دو نوبت به فاصله ۱۵ روز آگهی می شود در صورتی که اشخاص نسبت به صدور سند مالکیت متقاضی اعتراضی داشته باشند می توانند از تاریخ انتشار اولین آگهی به مدت دو ماه اعتراض خود را به این اداره تسلیم و پس از اخذ رسید ظرف مدت یک ماه از تاریخ تسلیم اعتراض دادخواست خود را به مرجع قضایی تقدیم نمایند. بدیهی است در صورت انقضای مدت مذکور و عدم وصول اعتراض طبق مقررات سند مالکیت صادر خواهد شد.: [10, 1701, 188, 1893]
- notice-title: آگهی موضوع ماده ۳ قانون و ماده ۱۳ آیین نامه قانون تعیین تکلیف وضعیت ثبتی اراضی و ساختمانهای فاقد سند رسمی: [584, 386, 745, 431]
- notice-block: [762, 1647, 943, 1963]
- signer-name: مجید جمشیدی فرد: [628, 2219, 700, 2228]
- signer-role: رییس ثبت اسناد و املاک خاش: [39, 670, 157, 679]
- list-title: آگهی موضوع ماده ۱۳ آیین نامه قانون تعیین تکلیف وضعیت ثبتی اراضی و ساختمانهای فاقد سند رسمی: [205, 946, 368, 980]
- signer-role: رییس اداره ثبت اسناد و املاک زابل: [596, 354, 732, 363]
- signer-name: مجید جمشیدی فرد: [62, 1290, 135, 1299]
- notice-body: برابر رای شماره صادره هیات اول / دوم موضوع قانون تعیین تکلیف وضعیت ثبتی اراضی و ساختمانهای فاقد سند رسمی مستقر در واحد ثبتی حوزه ثبت ملک شهرستان زابل تصرفات مالکانه بلامعارض متقاضی فرزند به شماره شناسنامه صادره از زابل در ششدانگ یک باب خانه به مساحت مترمربع پلاک فرعی از اصلی مفروز و مجزی شده از پلاک فرعی از اصلی واقع در بخش ۲ بلوچستان شهرستان زابل خریداری از مالک رسمی محرز گردیده است. لذا به منظور اطلاع عموم مراتب در دو نوبت به فاصله ۱۵ روز آگهی می شود در صورتی که اشخاص نسبت به صدور سند مالکیت متقاضی اعتراضی داشته باشند می توانند از تاریخ انتشار اولین آگهی به مدت دو ماه اعتراض خود را به این اداره تسلیم و پس از اخذ رسید ظرف مدت یک ماه از تاریخ تسلیم اعتراض دادخواست خود را به مرجع قضایی تقدیم نمایند. بدیهی است در صورت انقضای مدت مذکور و عدم وصول اعتراض طبق مقررات سند مالکیت صادر خواهد شد.: [576, 119, 754, 311]
- list-item: رای شماره صادره از هیات مستقر در واحد ثبتی زابل به نام فرزند به شماره ملی در ششدانگ یک قطعه زمین مزروعی به مساحت مترمربع پلاک فرعی از اصلی واقع در بخش ۲ بلوچستان شهرستان زابل.: [198, 1113, 375, 1154]
- publish-date-2: تاریخ انتشار نوبت دوم: ۱۴۰۴/۰۴/۱۶: [428, 328, 564, 337]
- notice-block: [8, 698, 189, 1014]
- column-4: [195, 65, 377, 2568]
- notice-code: م الف ۱۳۱: [576, 1610, 617, 1619]
- notice-body: برابر رای شماره صادره هیات اول / دوم موضوع قانون تعیین تکلیف وضعیت ثبتی اراضی و ساختمانهای فاقد سند رسمی مستقر در واحد ثبتی حوزه ثبت ملک شهرستان زابل تصرفات مالکانه بلامعارض متقاضی فرزند به شماره شناسنامه صادره از زابل در ششدانگ یک باب خانه به مساحت مترمربع پلاک فرعی از اصلی مفروز و مجزی شده از پلاک فرعی از اصلی واقع در بخش ۲ بلوچستان شهرستان زابل خریداری از مالک رسمی محرز گردیده است. لذا به منظور اطلاع عموم مراتب در دو نوبت به فاصله ۱۵ روز آگهی می شود در صورتی که اشخاص نسبت به صدور سند مالکیت متقاضی اعتراضی داشته باشند می توانند از تاریخ انتشار اولین آگهی به مدت دو ماه اعتراض خود را به این اداره تسلیم و پس از اخذ رسید ظرف مدت یک ماه از تاریخ تسلیم اعتراض دادخواست خود را به مرجع قضایی تقدیم نمایند. بدیهی است در صورت انقضای مدت مذکور و عدم وصول اعتراض طبق مقررات سند مالکیت صادر خواهد شد.: [764, 1701, 942, 1893]
- publish-date-1: تاریخ انتشار نوبت اول: ۱۴۰۴/۰۴/۰۱: [51, 1264, 187, 1273]
- issue-info: [804, 8, 941, 33]
- publish-date-2: تاریخ انتشار نوبت دوم: ۱۴۰۴/۰۴/۱۶: [617, 1258, 753, 1266]
- signer-name: مجید جمشیدی فرد: [439, 2239, 512, 2248]
- signer-name: مجید جمشیدی فرد: [628, 1270, 700, 1279]
- list-item: رای شماره صادره از هیات مستقر در واحد ثبتی زابل به نام فرزند به شماره ملی در ششدانگ یک قطعه زمین مزروعی به مساحت مترمربع پلاک فرعی از اصلی واقع در بخش ۲ بلوچستان شهرستان زابل.: [198, 1027, 375, 1068]
- publish-date-2: تاریخ انتشار نوبت دوم: ۱۴۰۴/۰۴/۱۶: [51, 2226, 187, 2235]
- notice-block: [574, 2260, 754, 2576]
- signer-name: مجید جمشیدی فرد: [439, 974, 512, 982]
- page-number: ۵: [12, 10, 33, 50]
- publish-date-2: تاریخ انتشار نوبت دوم: ۱۴۰۴/۰۴/۱۶: [806, 1910, 941, 1919]
- publish-date-2: تاریخ انتشار نوبت دوم: ۱۴۰۴/۰۴/۱۶: [51, 961, 187, 970]
- notice-title: آگهی موضوع ماده ۳ قانون و ماده ۱۳ آیین نامه قانون تعیین تکلیف وضعیت ثبتی اراضی و ساختمانهای فاقد سند رسمی: [772, 70, 933, 115]
- signer-name: مجید جمشیدی فرد: [816, 2239, 889, 2248]
- notice-body: برابر رای شماره صادره هیات اول / دوم موضوع قانون تعیین تکلیف وضعیت ثبتی اراضی و ساختمانهای فاقد سند رسمی مستقر در واحد ثبتی حوزه ثبت ملک شهرستان زابل تصرفات مالکانه بلامعارض متقاضی فرزند به شماره شناسنامه صادره از زابل در ششدانگ یک باب خانه به مساحت مترمربع پلاک فرعی از اصلی مفروز و مجزی شده از پلاک فرعی از اصلی واقع در بخش ۲ بلوچستان شهرستان زابل خریداری از مالک رسمی محرز گردیده است. لذا به منظور اطلاع عموم مراتب در دو نوبت به فاصله ۱۵ روز آگهی می شود در صورتی که اشخاص نسبت به صدور سند مالکیت متقاضی اعتراضی داشته باشند می توانند از تاریخ انتشار اولین آگهی به مدت دو ماه اعتراض خود را به این اداره تسلیم و پس از اخذ رسید ظرف مدت یک ماه از تاریخ تسلیم اعتراض دادخواست خود را به مرجع قضایی تقدیم نمایند. بدیهی است در صورت انقضای مدت مذکور و عدم وصول اعتراض طبق مقررات سند مالکیت صادر خواهد شد.: [387, 1701, 565, 1893]
- notice-code: م الف ۱۳۵: [764, 681, 806, 690]
- signer-name: مجید جمشیدی فرد: [62, 657, 135, 666]
- publish-date-2: تاریخ انتشار نوبت دوم: ۱۴۰۴/۰۴/۱۶: [617, 328, 753, 337]
- list-title: آگهی موضوع ماده ۱۳ آیین نامه قانون تعیین تکلیف وضعیت ثبتی اراضی و ساختمانهای فاقد سند رسمی: [583, 946, 746, 980]
- notice-code: م الف ۱۳۲: [198, 2559, 240, 2568]
- notice-title: آگهی موضوع ماده ۳ قانون و ماده ۱۳ آیین نامه قانون تعیین تکلیف وضعیت ثبتی اراضی و ساختمانهای فاقد سند رسمی: [206, 70, 367, 115]
- notice-body: برابر رای شماره صادره هیات اول / دوم موضوع قانون تعیین تکلیف وضعیت ثبتی اراضی و ساختمانهای فاقد سند رسمی مستقر در واحد ثبتی حوزه ثبت ملک شهرستان زابل تصرفات مالکانه بلامعارض متقاضی فرزند به شماره شناسنامه صادره از زابل در ششدانگ یک باب خانه به مساحت مترمربع پلاک فرعی از اصلی مفروز و مجزی شده از پلاک فرعی از اصلی واقع در بخش ۲ بلوچستان شهرستان زابل خریداری از مالک رسمی محرز گردیده است. لذا به منظور اطلاع عموم مراتب در دو نوبت به فاصله ۱۵ روز آگهی می شود در صورتی که اشخاص نسبت به صدور سند مالکیت متقاضی اعتراضی داشته باشند می توانند از تاریخ انتشار اولین آگهی به مدت دو ماه اعتراض خود را به این اداره تسلیم و پس از اخذ رسید ظرف مدت یک ماه از تاریخ تسلیم اعتراض دادخواست خود را به مرجع قضایی تقدیم نمایند. بدیهی است در صورت انقضای مدت مذکور و عدم وصول اعتراض طبق مقررات سند مالکیت صادر خواهد شد.: [10, 1384, 188, 1577]
- signer-role: رییس ثبت اسناد و املاک خاش: [39, 1303, 157, 1312]
- publish-date-2: تاریخ انتشار نوبت دوم: ۱۴۰۴/۰۴/۱۶: [806, 328, 941, 337]
- notice-block: [196, 1311, 377, 1627]
- publish-date-2: تاریخ انتشار نوبت دوم: ۱۴۰۴/۰۴/۱۶: [806, 961, 941, 970]
- notice-block: [8, 381, 189, 698]
- publish-date-1: تاریخ انتشار نوبت اول: ۱۴۰۴/۰۴/۰۱: [806, 632, 941, 641]
- notice-title: آگهی موضوع ماده ۳ قانون و ماده ۱۳ آیین نامه قانون تعیین تکلیف وضعیت ثبتی اراضی و ساختمانهای فاقد سند رسمی: [206, 702, 367, 748]
- signer-role: رییس ثبت اسناد و املاک خاش: [794, 986, 912, 995]
- notice-body: برابر رای شماره صادره هیات اول / دوم موضوع قانون تعیین تکلیف وضعیت ثبتی اراضی و ساختمانهای فاقد سند رسمی مستقر در واحد ثبتی حوزه ثبت ملک شهرستان زابل تصرفات مالکانه بلامعارض متقاضی فرزند به شماره شناسنامه صادره از زابل در ششدانگ یک باب خانه به مساحت مترمربع پلاک فرعی از اصلی مفروز و مجزی شده از پلاک فرعی از اصلی واقع در بخش ۲ بلوچستان شهرستان زابل خریداری از مالک رسمی محرز گردیده است. لذا به منظور اطلاع عموم مراتب در دو نوبت به فاصله ۱۵ روز آگهی می شود در صورتی که اشخاص نسبت به صدور سند مالکیت متقاضی اعتراضی داشته باشند می توانند از تاریخ انتشار اولین آگهی به مدت دو ماه اعتراض خود را به این اداره تسلیم و پس از اخذ رسید ظرف مدت یک ماه از تاریخ تسلیم اعتراض دادخواست خود را به مرجع قضایی تقدیم نمایند. بدیهی است در صورت انقضای مدت مذکور و عدم وصول اعتراض طبق مقررات سند مالکیت صادر خواهد شد.: [198, 435, 376, 628]
- signer-role: رییس ثبت اسناد و املاک خاش: [794, 670, 912, 679]
- signer-name: مجید جمشیدی فرد: [628, 341, 700, 350]
- notice-title: آگهی موضوع ماده ۳ قانون و ماده ۱۳ آیین نامه قانون تعیین تکلیف وضعیت ثبتی اراضی و ساختمانهای فاقد سند رسمی: [18, 702, 179, 748]
- notice-body: برابر رای شماره صادره هیات اول / دوم موضوع قانون تعیین تکلیف وضعیت ثبتی اراضی و ساختمانهای فاقد سند رسمی مستقر در واحد ثبتی حوزه ثبت ملک شهرستان زابل تصرفات مالکانه بلامعارض متقاضی فرزند به شماره شناسنامه صادره از زابل در ششدانگ یک باب خانه به مساحت مترمربع پلاک فرعی از اصلی مفروز و مجزی شده از پلاک فرعی از اصلی واقع در بخش ۲ بلوچستان شهرستان زابل خریداری از مالک رسمی محرز گردیده است. لذا به منظور اطلاع عموم مراتب در دو نوبت به فاصله ۱۵ روز آگهی می شود در صورتی که اشخاص نسبت به صدور سند مالکیت متقاضی اعتراضی داشته باشند می توانند از تاریخ انتشار اولین آگهی به مدت دو ماه اعتراض خود را به این اداره تسلیم و پس از اخذ رسید ظرف مدت یک ماه از تاریخ تسلیم اعتراض دادخواست خود را به مرجع قضایی تقدیم نمایند. بدیهی است در صورت انقضای مدت مذکور و عدم وصول اعتراض طبق مقررات سند مالکیت صادر خواهد شد.: [10, 119, 188, 311]
- notice-title: آگهی موضوع ماده ۳ قانون و ماده ۱۳ آیین نامه قانون تعیین تکلیف وضعیت ثبتی اراضی و ساختمانهای فاقد سند رسمی: [18, 386, 179, 431]
- notice-block: [196, 2260, 377, 2576]
- notice-title: آگهی موضوع ماده ۳ قانون و ماده ۱۳ آیین نامه قانون تعیین تکلیف وضعیت ثبتی اراضی و ساختمانهای فاقد سند رسمی: [18, 1019, 179, 1064]
- publish-date-2: تاریخ انتشار نوبت دوم: ۱۴۰۴/۰۴/۱۶: [240, 644, 375, 653]
- notice-body: برابر رای شماره صادره هیات اول / دوم موضوع قانون تعیین تکلیف وضعیت ثبتی اراضی و ساختمانهای فاقد سند رسمی مستقر در واحد ثبتی حوزه ثبت ملک شهرستان زابل تصرفات مالکانه بلامعارض متقاضی فرزند به شماره شناسنامه صادره از زابل در ششدانگ یک باب خانه به مساحت مترمربع پلاک فرعی از اصلی مفروز و مجزی شده از پلاک فرعی از اصلی واقع در بخش ۲ بلوچستان شهرستان زابل خریداری از مالک رسمی محرز گردیده است. لذا به منظور اطلاع عموم مراتب در دو نوبت به فاصله ۱۵ روز آگهی می شود در صورتی که اشخاص نسبت به صدور سند مالکیت متقاضی اعتراضی داشته باشند می توانند از تاریخ انتشار اولین آگهی به مدت دو ماه اعتراض خود را به این اداره تسلیم و پس از اخذ رسید ظرف مدت یک ماه از تاریخ تسلیم اعتراض دادخواست خود را به مرجع قضایی تقدیم نمایند. بدیهی است در صورت انقضای مدت مذکور و عدم وصول اعتراض طبق مقررات سند مالکیت صادر خواهد شد.: [198, 2314, 376, 2506]
